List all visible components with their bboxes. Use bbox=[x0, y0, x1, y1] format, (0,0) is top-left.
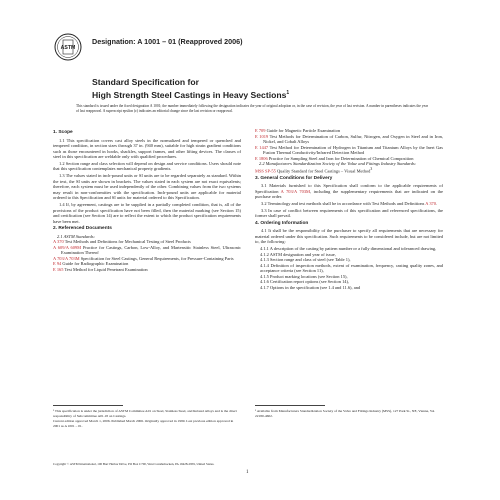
paragraph-4-1: 4.1 It shall be the responsibility of the purchaser to specify all requirements that are necessary for material ordered under this specification. Such requirements to be considered include, but are not limited to, the following: bbox=[255, 228, 443, 245]
right-column bbox=[255, 128, 443, 290]
reference-item: E 1447 Test Method for Determination of Hydrogen in Titanium and Titanium Alloys by the Inert Gas Fusion Thermal Conductivity/Infrared Detection Method bbox=[255, 144, 443, 155]
list-item: 4.1.2 ASTM designation and year of issue, bbox=[260, 251, 336, 257]
footnotes-right bbox=[255, 409, 443, 419]
copyright-line: Copyright © ASTM International, 100 Barr Harbor Drive, PO Box C700, West Conshohocken, PA 19428-2959, United States. bbox=[53, 462, 215, 466]
title-line-2: High Strength Steel Castings in Heavy Sections$^1$ bbox=[92, 89, 290, 100]
reference-link[interactable]: E 1447 bbox=[255, 144, 269, 150]
reference-link[interactable]: MSS SP-55 bbox=[255, 168, 276, 174]
paragraph-3-2: 3.2 Terminology and test methods shall be in accordance with Test Methods and Definitions A 370. bbox=[261, 200, 438, 206]
paragraph-1-2: 1.2 Section range and class selection will depend on design and service conditions. Users should note that this specification contemplates mechanical property gradients. bbox=[53, 160, 241, 172]
title-line-1: Standard Specification for bbox=[92, 77, 199, 87]
left-column bbox=[53, 128, 241, 272]
footnote: ¹ This specification is under the jurisdiction of ASTM Committee A01 on Steel, Stainless Steel, and Related Alloys and is the direct responsibility of Subcommittee A01.18 on Castings. bbox=[53, 409, 238, 418]
section-heading-general-conditions: 3. General Conditions for Delivery bbox=[255, 175, 333, 181]
paragraph-1-3: 1.3 The values stated in inch-pound units or SI units are to be regarded separately as standard. Within the text, the SI units are shown in brackets. The values stated in each system are not exact equivalents; therefore, each system must be used independently of the other. Combining values from the two systems may result in non-conformities with the specification. Inch-pound units are applicable for material ordered to this Specification and SI units for material ordered to this Specification. bbox=[53, 173, 241, 201]
list-item: 4.1.7 Options in the specification (see 1.4 and 11.6), and bbox=[260, 284, 361, 290]
footnotes-left bbox=[53, 409, 241, 429]
reference-link[interactable]: E 1806 bbox=[255, 155, 268, 161]
astm-standards-subheading: 2.1 ASTM Standards: bbox=[57, 233, 96, 239]
list-item: 4.1.4 Definition of inspection methods, extent of examination, frequency, casting quality zones, and acceptance criteria (see Section 11), bbox=[260, 262, 443, 274]
footnote-divider bbox=[53, 405, 123, 406]
svg-text:ASTM: ASTM bbox=[60, 45, 76, 51]
reference-link[interactable]: E 94 bbox=[53, 261, 62, 267]
section-heading-scope: 1. Scope bbox=[53, 130, 73, 135]
footnote-divider bbox=[255, 405, 325, 406]
reference-item: A 370 Test Methods and Definitions for Mechanical Testing of Steel Products bbox=[53, 239, 191, 245]
paragraph-3-3: 3.3 In case of conflict between requirements of this specification and referenced specifications, the former shall prevail. bbox=[255, 207, 443, 219]
footnote: ³ Available from Manufacturers Standardization Society of the Valve and Fittings Industry (MSS), 127 Park St., NE, Vienna, VA 22180-4602. bbox=[255, 409, 435, 418]
reference-item: A 609/A 609M Practice for Castings, Carbon, Low-Alloy, and Martensitic Stainless Steel, Ultrasonic Examination Thereof bbox=[53, 244, 241, 256]
reference-link[interactable]: E 1019 bbox=[255, 133, 269, 139]
standard-notice: This standard is issued under the fixed designation A 1001; the number immediately following the designation indicates the year of original adoption or, in the case of revision, the year of last revision. A number in parentheses indicates the year of last reapproval. A superscript epsilon (ε) indicates an editorial change since the last revision or reapproval. bbox=[76, 104, 428, 113]
astm-logo-icon bbox=[54, 33, 82, 61]
designation: Designation: A 1001 – 01 (Reapproved 2006) bbox=[92, 37, 243, 46]
reference-item: A 703/A 703M Specification for Steel Castings, General Requirements, for Pressure-Containing Parts bbox=[53, 255, 234, 261]
reference-item: E 709 Guide for Magnetic Particle Examination bbox=[255, 128, 341, 133]
list-item: 4.1.6 Certification report options (see Section 14), bbox=[260, 279, 350, 285]
footnote: Current edition approved March 1, 2006. Published March 2006. Originally approved in 1999. Last previous edition approved in 2001 as A 1001 – 01. bbox=[53, 419, 234, 428]
reference-link[interactable]: A 370 bbox=[53, 239, 64, 245]
list-item: 4.1.1 A description of the casting by pattern number or a fully dimensional and toleranced drawing, bbox=[260, 246, 437, 252]
reference-link[interactable]: A 703/A 703M bbox=[280, 188, 310, 194]
mss-standards-subheading: 2.2 Manufacturers Standardization Society of the Value and Fittings Industry Standards: bbox=[259, 161, 417, 166]
section-heading-referenced-documents: 2. Referenced Documents bbox=[53, 226, 112, 232]
reference-item: MSS SP-55 Quality Standard for Steel Castings – Visual Method$^3$ bbox=[255, 166, 373, 174]
section-heading-ordering-information: 4. Ordering Information bbox=[255, 220, 309, 226]
page-number: 1 bbox=[246, 470, 249, 475]
title-footnote-mark: 1 bbox=[286, 89, 290, 96]
paragraph-1-4: 1.4 If, by agreement, castings are to be supplied in a partially completed condition, that is, all of the provisions of the product specification have not been filled, then the material marking (see Section 15) and certification (see Section 14) are to reflect the extent to which the product specification requirements have been met. bbox=[53, 202, 241, 224]
reference-link[interactable]: A 609/A 609M bbox=[53, 244, 82, 250]
reference-link[interactable]: A 370 bbox=[425, 200, 436, 206]
paragraph-3-1: 3.1 Materials furnished to this Specification shall conform to the applicable requirements of Specification A 703/A 703M, including the supplementary requirements that are indicated on the purchase order. bbox=[255, 183, 443, 200]
paragraph-1-1: 1.1 This specification covers cast alloy steels in the normalized and tempered or quenched and tempered condition, in section sizes through 37 in. (940 mm), suitable for high strain gradient conditions such as those encountered in hooks, shackles, support frames, and other lifting devices. The classes of steel in this specification are weldable only with qualified procedures. bbox=[53, 137, 241, 160]
footnote-mark: 3 bbox=[370, 166, 373, 171]
reference-link[interactable]: E 165 bbox=[53, 266, 64, 272]
list-item: 4.1.5 Product marking locations (see Section 15), bbox=[260, 273, 348, 279]
reference-item: E 1019 Test Methods for Determination of Carbon, Sulfur, Nitrogen, and Oxygen in Steel and in Iron, Nickel, and Cobalt Alloys bbox=[255, 133, 443, 144]
reference-link[interactable]: E 709 bbox=[255, 128, 266, 133]
reference-item: E 94 Guide for Radiographic Examination bbox=[53, 261, 129, 267]
list-item: 4.1.3 Section range and class of steel (see Table 1), bbox=[260, 257, 351, 263]
reference-link[interactable]: A 703/A 703M bbox=[53, 255, 80, 261]
page-title bbox=[92, 77, 432, 100]
reference-item: E 1806 Practice for Sampling Steel and Iron for Determination of Chemical Composition bbox=[255, 155, 414, 161]
reference-item: E 165 Test Method for Liquid Penetrant Examination bbox=[53, 266, 148, 272]
